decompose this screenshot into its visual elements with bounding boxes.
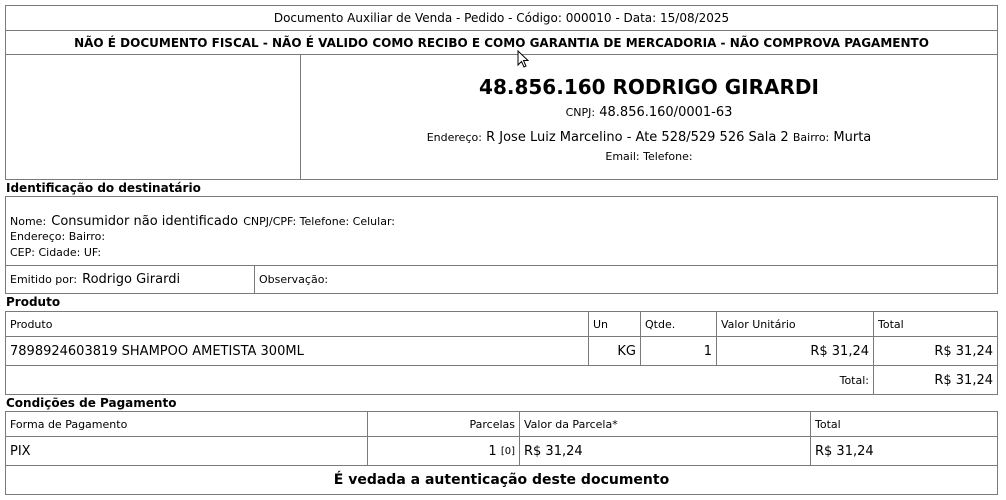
parcelas-count: 1 bbox=[488, 443, 497, 459]
recipient-address-line: Endereço: Bairro: bbox=[10, 230, 106, 243]
products-section-title: Produto bbox=[6, 295, 61, 309]
payment-header-total: Total bbox=[810, 411, 998, 437]
bairro-label: Bairro: bbox=[792, 131, 830, 144]
payment-row-forma: PIX bbox=[5, 436, 368, 466]
product-row-qtde: 1 bbox=[640, 336, 717, 366]
product-row-valor-unitario: R$ 31,24 bbox=[716, 336, 874, 366]
product-row-total: R$ 31,24 bbox=[873, 336, 998, 366]
products-header-valor-unitario: Valor Unitário bbox=[716, 311, 874, 337]
logo-area bbox=[5, 54, 301, 180]
cnpj-label: CNPJ: bbox=[565, 106, 596, 119]
payment-row-valor-parcela: R$ 31,24 bbox=[519, 436, 811, 466]
footer-notice: É vedada a autenticação deste documento bbox=[5, 465, 998, 495]
parcelas-sub: [0] bbox=[500, 445, 515, 457]
document-info-text: Documento Auxiliar de Venda - Pedido - Código: 000010 - Data: 15/08/2025 bbox=[273, 11, 730, 25]
observation-label: Observação: bbox=[259, 273, 329, 286]
product-row-produto: 7898924603819 SHAMPOO AMETISTA 300ML bbox=[5, 336, 589, 366]
contact-labels: CNPJ/CPF: Telefone: Celular: bbox=[243, 215, 395, 228]
document-info-line bbox=[5, 5, 998, 31]
products-header-un: Un bbox=[588, 311, 641, 337]
company-info bbox=[300, 54, 998, 180]
payment-section-title: Condições de Pagamento bbox=[6, 396, 177, 410]
disclaimer-banner bbox=[5, 30, 998, 55]
recipient-section-title: Identificação do destinatário bbox=[6, 181, 201, 195]
mouse-cursor-icon bbox=[517, 50, 529, 68]
products-header-produto: Produto bbox=[5, 311, 589, 337]
product-row-un: KG bbox=[588, 336, 641, 366]
issued-by-cell bbox=[5, 265, 255, 294]
payment-header-valor-parcela: Valor da Parcela* bbox=[519, 411, 811, 437]
products-header-total: Total bbox=[873, 311, 998, 337]
recipient-box bbox=[5, 196, 998, 266]
payment-header-parcelas: Parcelas bbox=[367, 411, 520, 437]
payment-header-forma: Forma de Pagamento bbox=[5, 411, 368, 437]
address-value: R Jose Luiz Marcelino - Ate 528/529 526 Sala 2 bbox=[486, 130, 789, 145]
products-total-value: R$ 31,24 bbox=[873, 365, 998, 395]
recipient-cep-line: CEP: Cidade: UF: bbox=[10, 246, 102, 259]
bairro-value: Murta bbox=[833, 130, 872, 145]
payment-row-parcelas bbox=[367, 436, 520, 466]
disclaimer-text: NÃO É DOCUMENTO FISCAL - NÃO É VALIDO COMO RECIBO E COMO GARANTIA DE MERCADORIA - NÃO COMPROVA PAGAMENTO bbox=[74, 35, 929, 50]
observation-cell bbox=[254, 265, 998, 294]
name-label: Nome: bbox=[10, 215, 47, 228]
payment-row-total: R$ 31,24 bbox=[810, 436, 998, 466]
recipient-name: Consumidor não identificado bbox=[51, 214, 239, 229]
address-label: Endereço: bbox=[426, 131, 482, 144]
company-address-line bbox=[301, 130, 997, 145]
company-email-phone: Email: Telefone: bbox=[605, 150, 693, 163]
products-header-qtde: Qtde. bbox=[640, 311, 717, 337]
products-total-label: Total: bbox=[5, 365, 874, 395]
cnpj-value: 48.856.160/0001-63 bbox=[599, 105, 733, 120]
issued-by-value: Rodrigo Girardi bbox=[82, 272, 181, 287]
company-name: 48.856.160 RODRIGO GIRARDI bbox=[479, 75, 819, 99]
recipient-name-line bbox=[10, 210, 395, 229]
company-cnpj-line bbox=[301, 105, 997, 120]
issued-by-label: Emitido por: bbox=[10, 273, 78, 286]
